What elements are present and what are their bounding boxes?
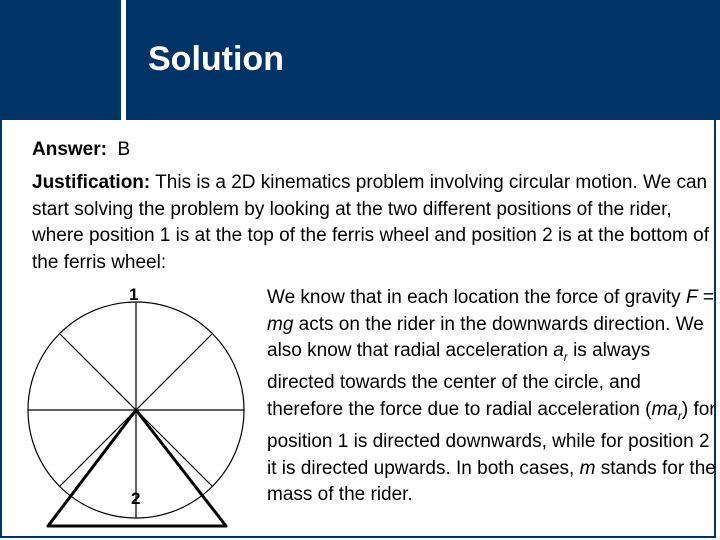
explanation-text: acts on the rider in the downwards direction. We also know that radial acceleration <box>267 313 704 361</box>
symbol-mg: mg <box>267 313 294 335</box>
header-bar <box>0 0 720 120</box>
header-divider <box>121 0 126 120</box>
symbol-ma: ma <box>651 398 678 420</box>
symbol-a: a <box>553 340 564 361</box>
answer-value: B <box>117 139 131 160</box>
symbol-m: m <box>579 457 596 479</box>
explanation-paragraph <box>267 285 717 509</box>
answer-line <box>32 137 130 164</box>
page-title: Solution <box>148 40 284 78</box>
explanation-text: is always directed towards the center of the circle, and therefore the force due to radial acceleration ( <box>267 340 652 420</box>
explanation-text: stands for the mass of the rider. <box>267 457 716 506</box>
position-2-label: 2 <box>131 489 141 508</box>
justification-label: Justification: <box>32 172 151 193</box>
position-1-label: 1 <box>129 285 139 304</box>
symbol-ma-subscript: r <box>677 408 682 423</box>
justification-text: This is a 2D kinematics problem involving circular motion. We can start solving the problem by looking at the two different positions of the rider, where position 1 is at the top of the ferris wheel and position 2 is at the bottom of the ferris wheel: <box>32 172 710 273</box>
equals-sign: = <box>697 287 714 308</box>
explanation-text: We know that in each location the force of gravity <box>267 287 686 308</box>
justification-paragraph <box>32 170 712 276</box>
symbol-F: F <box>685 287 698 308</box>
answer-label: Answer: <box>32 139 107 160</box>
symbol-a-subscript: r <box>563 349 568 364</box>
ferris-wheel-diagram <box>0 280 250 540</box>
explanation-text: ) for position 1 is directed downwards, while for position 2 it is directed upwards. In both cases, <box>267 398 716 479</box>
